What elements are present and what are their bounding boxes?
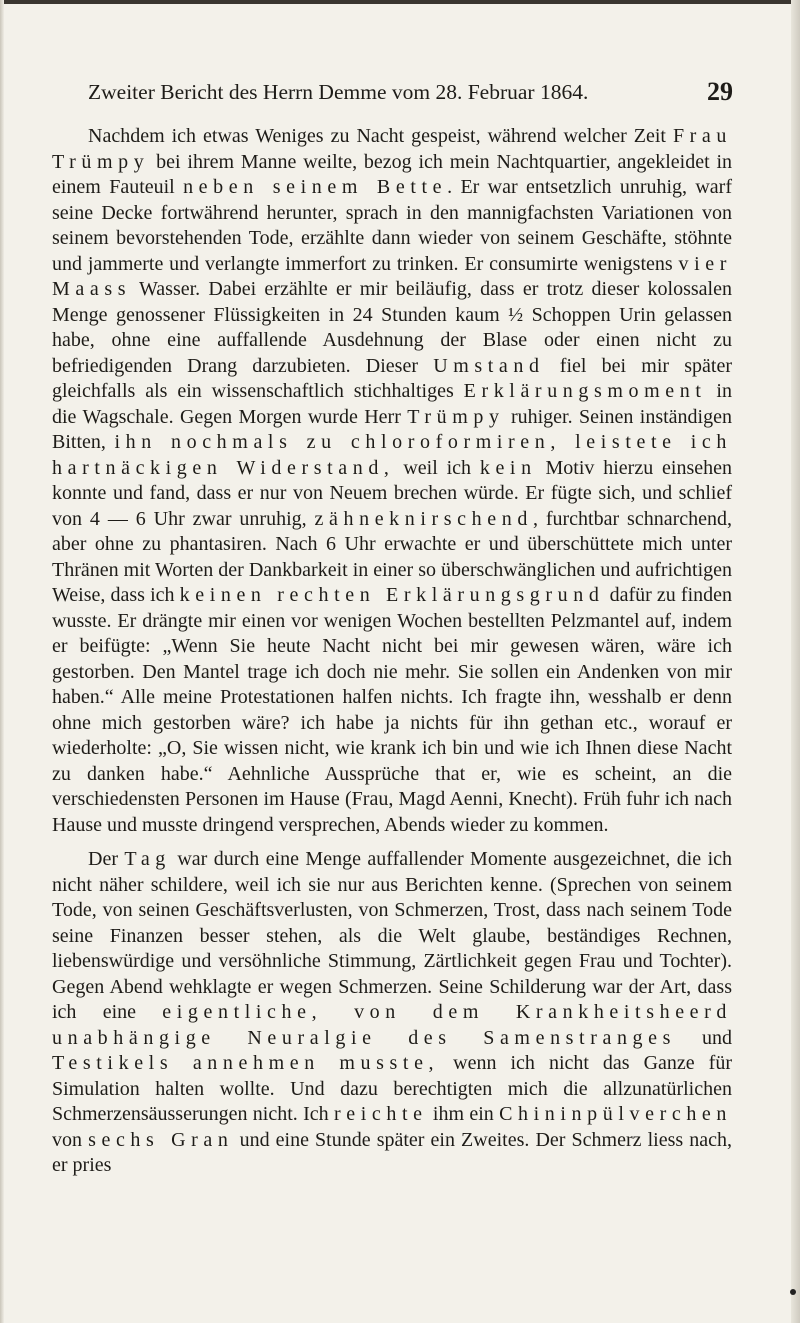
emphasized-text: Tag <box>124 848 171 870</box>
emphasized-text: eigentliche, von dem Krankheitsheerd unabhängige Neuralgie des Samenstranges <box>52 1001 733 1049</box>
page-right-edge <box>791 0 800 1323</box>
emphasized-text: keinen rechten Erklärungsgrund <box>179 584 605 606</box>
text-run: bei ihrem Manne weilte, bezog ich mein Nachtquartier, angekleidet in einem Fauteuil <box>52 150 732 198</box>
emphasized-text: Trümpy <box>407 405 505 428</box>
text-run: wenn ich nicht das Ganze für Simulation halten wollte. Und dazu berechtigten mich die allzunatürlichen Schmerzensäusserungen nicht. Ich <box>52 1052 732 1125</box>
emphasized-text: Testikels annehmen musste, <box>52 1052 440 1074</box>
emphasized-text: Frau Trümpy <box>52 125 732 173</box>
emphasized-text: Umstand <box>433 354 545 377</box>
paragraph <box>52 124 732 838</box>
text-run: Motiv hierzu einsehen konnte und fand, dass er nur von Neuem brechen würde. Er fügte sich, und schlief von 4 — 6 Uhr zwar unruhig, <box>52 456 732 530</box>
page-top-edge <box>0 0 800 4</box>
emphasized-text: neben seinem Bette <box>183 176 448 198</box>
text-run: . Er war entsetzlich unruhig, warf seine Decke fortwährend herunter, sprach in den mannigfachsten Variationen von seinem bevorstehenden Tode, erzählte dann wieder von seinem Geschäfte, stöhnte und jammerte und verlangte immerfort zu trinken. Er consumirte wenigstens <box>52 176 732 275</box>
text-run: und <box>676 1026 732 1049</box>
page-left-edge <box>0 0 4 1323</box>
running-title: Zweiter Bericht des Herrn Demme vom 28. Februar 1864. <box>88 80 589 104</box>
emphasized-text: kein <box>479 456 537 479</box>
text-run: Wasser. Dabei erzählte er mir beiläufig, dass er trotz dieser kolossalen Menge genossener Flüssigkeiten in 24 Stunden kaum ½ Schoppen Urin gelassen habe, ohne eine auffallende Ausdehnung der Blase oder einen nicht zu befriedigenden Drang darzubieten. Dieser <box>52 278 732 377</box>
text-run: fiel bei mir später gleichfalls als ein wissenschaftlich stichhaltiges <box>52 354 732 402</box>
text-run: Der <box>88 848 125 870</box>
emphasized-text: sechs Gran <box>88 1128 234 1151</box>
emphasized-text: vier Maass <box>52 252 732 300</box>
page-number: 29 <box>707 77 733 106</box>
text-run: in die Wagschale. Gegen Morgen wurde Herr <box>52 380 732 428</box>
text-run: weil ich <box>394 456 480 479</box>
margin-dot <box>790 1289 796 1295</box>
text-run: ruhiger. Seinen inständigen Bitten, <box>52 405 732 453</box>
text-run: ihm ein <box>427 1103 500 1125</box>
text-run: dafür zu finden wusste. Er drängte mir einen vor wenigen Wochen bestellten Pelzmantel auf, indem er beifügte: „Wenn Sie heute Nacht nicht bei mir gewesen wären, wäre ich gestorben. Den Mantel trage ich doch nie mehr. Sie sollen ein Andenken von mir haben.“ Alle meine Protestationen halfen nichts. Ich fragte ihn, wesshalb er denn ohne mich gestorben wäre? ich habe ja nichts für ihn gethan etc., worauf er wiederholte: „O, Sie wissen nicht, wie krank ich bin und wie ich Ihnen diese Nacht zu danken habe.“ Aehnliche Aussprüche that er, wie es scheint, an die verschiedensten Personen im Hause (Frau, Magd Aenni, Knecht). Früh fuhr ich nach Hause und musste dringend versprechen, Abends wieder zu kommen. <box>52 584 732 836</box>
body-text <box>52 124 732 1179</box>
text-run: Nachdem ich etwas Weniges zu Nacht gespeist, während welcher Zeit <box>88 125 673 147</box>
text-run: war durch eine Menge auffallender Momente ausgezeichnet, die ich nicht näher schildere, weil ich sie nur aus Berichten kenne. (Sprechen von seinem Tode, von seinen Geschäftsverlusten, von Schmerzen, Trost, dass nach seinem Tode seine Finanzen besser stehen, als die Welt glaube, beständiges Rechnen, liebenswürdige und versöhnliche Stimmung, Zärtlichkeit gegen Frau und Tochter). Gegen Abend wehklagte er wegen Schmerzen. Seine Schilderung war der Art, dass ich eine <box>52 848 732 1023</box>
emphasized-text: Chininpülverchen <box>499 1103 733 1125</box>
text-run: von <box>52 1128 89 1151</box>
emphasized-text: Erklärungsmoment <box>463 380 707 402</box>
emphasized-text: zähneknirschend <box>314 507 533 530</box>
running-header <box>88 77 733 114</box>
text-run: und eine Stunde später ein Zweites. Der Schmerz liess nach, er pries <box>52 1128 732 1176</box>
emphasized-text: reichte <box>333 1103 428 1125</box>
paragraph <box>52 847 732 1179</box>
emphasized-text: ihn nochmals zu chloroformiren, leistete ich hartnäckigen Widerstand, <box>52 431 732 479</box>
text-run: , furchtbar schnarchend, aber ohne zu phantasiren. Nach 6 Uhr erwachte er und überschüttete mich unter Thränen mit Worten der Dankbarkeit in einer so überschwänglichen und aufrichtigen Weise, dass ich <box>52 507 733 606</box>
